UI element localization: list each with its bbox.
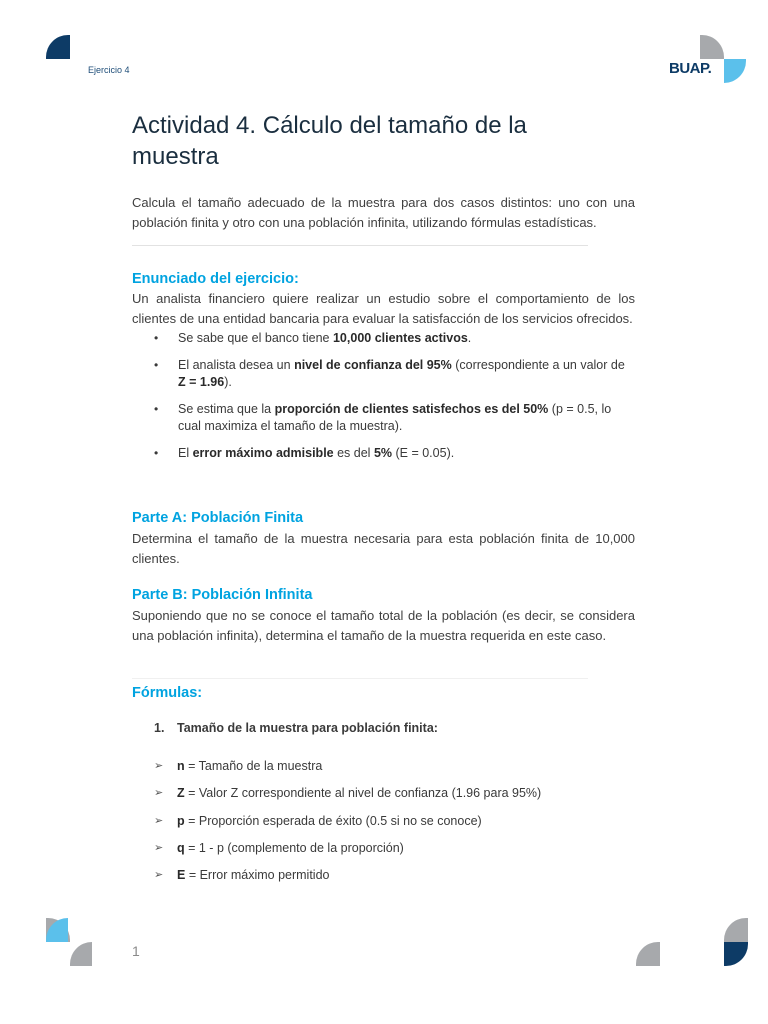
divider xyxy=(132,678,588,679)
list-item: ➢ E = Error máximo permitido xyxy=(154,868,330,883)
arrow-bullet-icon: ➢ xyxy=(154,814,164,827)
enunciado-section xyxy=(132,270,635,472)
list-item: • Se sabe que el banco tiene 10,000 clientes activos. xyxy=(132,330,635,347)
divider xyxy=(132,245,588,246)
buap-logo-text: BUAP. xyxy=(669,60,712,77)
corner-shape-bottom-right-small xyxy=(636,942,660,966)
page-title: Actividad 4. Cálculo del tamaño de la muestra xyxy=(132,112,527,170)
arrow-bullet-icon: ➢ xyxy=(154,760,164,772)
corner-shape-bottom-left xyxy=(46,918,92,966)
parte-b-section xyxy=(132,586,635,645)
page-number: 1 xyxy=(132,943,140,959)
formula-item-text: Tamaño de la muestra para población finita: xyxy=(177,721,438,735)
enunciado-bullet-list xyxy=(132,330,635,462)
list-item: ➢ n = Tamaño de la muestra xyxy=(154,759,323,773)
list-item: • El error máximo admisible es del 5% (E = 0.05). xyxy=(132,445,635,462)
enunciado-heading: Enunciado del ejercicio: xyxy=(132,271,299,287)
list-item: ➢ p = Proporción esperada de éxito (0.5 si no se conoce) xyxy=(154,813,482,828)
intro-block xyxy=(132,193,635,232)
corner-shape-bottom-right xyxy=(724,918,748,966)
parte-b-heading: Parte B: Población Infinita xyxy=(132,587,313,603)
arrow-bullet-icon: ➢ xyxy=(154,869,164,882)
formula-item-1 xyxy=(154,721,438,735)
formula-item-number: 1. xyxy=(154,721,165,735)
formulas-heading: Fórmulas: xyxy=(132,685,203,701)
definitions-list xyxy=(154,758,541,894)
parte-a-text: Determina el tamaño de la muestra necesaria para esta población finita de 10,000 clientes. xyxy=(132,531,635,566)
header-label: Ejercicio 4 xyxy=(88,65,130,75)
list-item: ➢ q = 1 - p (complemento de la proporción) xyxy=(154,840,404,855)
parte-b-text: Suponiendo que no se conoce el tamaño total de la población (es decir, se considera una población infinita), determina el tamaño de la muestra requerida en este caso. xyxy=(132,608,635,643)
list-item: • El analista desea un nivel de confianza del 95% (correspondiente a un valor de Z = 1.96). xyxy=(132,357,635,391)
formulas-section xyxy=(132,684,635,702)
list-item: ➢ Z = Valor Z correspondiente al nivel de confianza (1.96 para 95%) xyxy=(154,786,542,801)
list-item: • Se estima que la proporción de clientes satisfechos es del 50% (p = 0.5, lo cual maximiza el tamaño de la muestra). xyxy=(132,401,635,435)
parte-a-heading: Parte A: Población Finita xyxy=(132,510,304,526)
parte-a-section xyxy=(132,509,635,568)
arrow-bullet-icon: ➢ xyxy=(154,787,164,800)
enunciado-text: Un analista financiero quiere realizar un estudio sobre el comportamiento de los clientes de una entidad bancaria para evaluar la satisfacción de los servicios ofrecidos. xyxy=(132,291,635,326)
arrow-bullet-icon: ➢ xyxy=(154,841,164,854)
corner-shape-top-left xyxy=(46,35,70,59)
intro-paragraph: Calcula el tamaño adecuado de la muestra para dos casos distintos: uno con una población finita y otro con una población infinita, utilizando fórmulas estadísticas. xyxy=(132,195,635,230)
